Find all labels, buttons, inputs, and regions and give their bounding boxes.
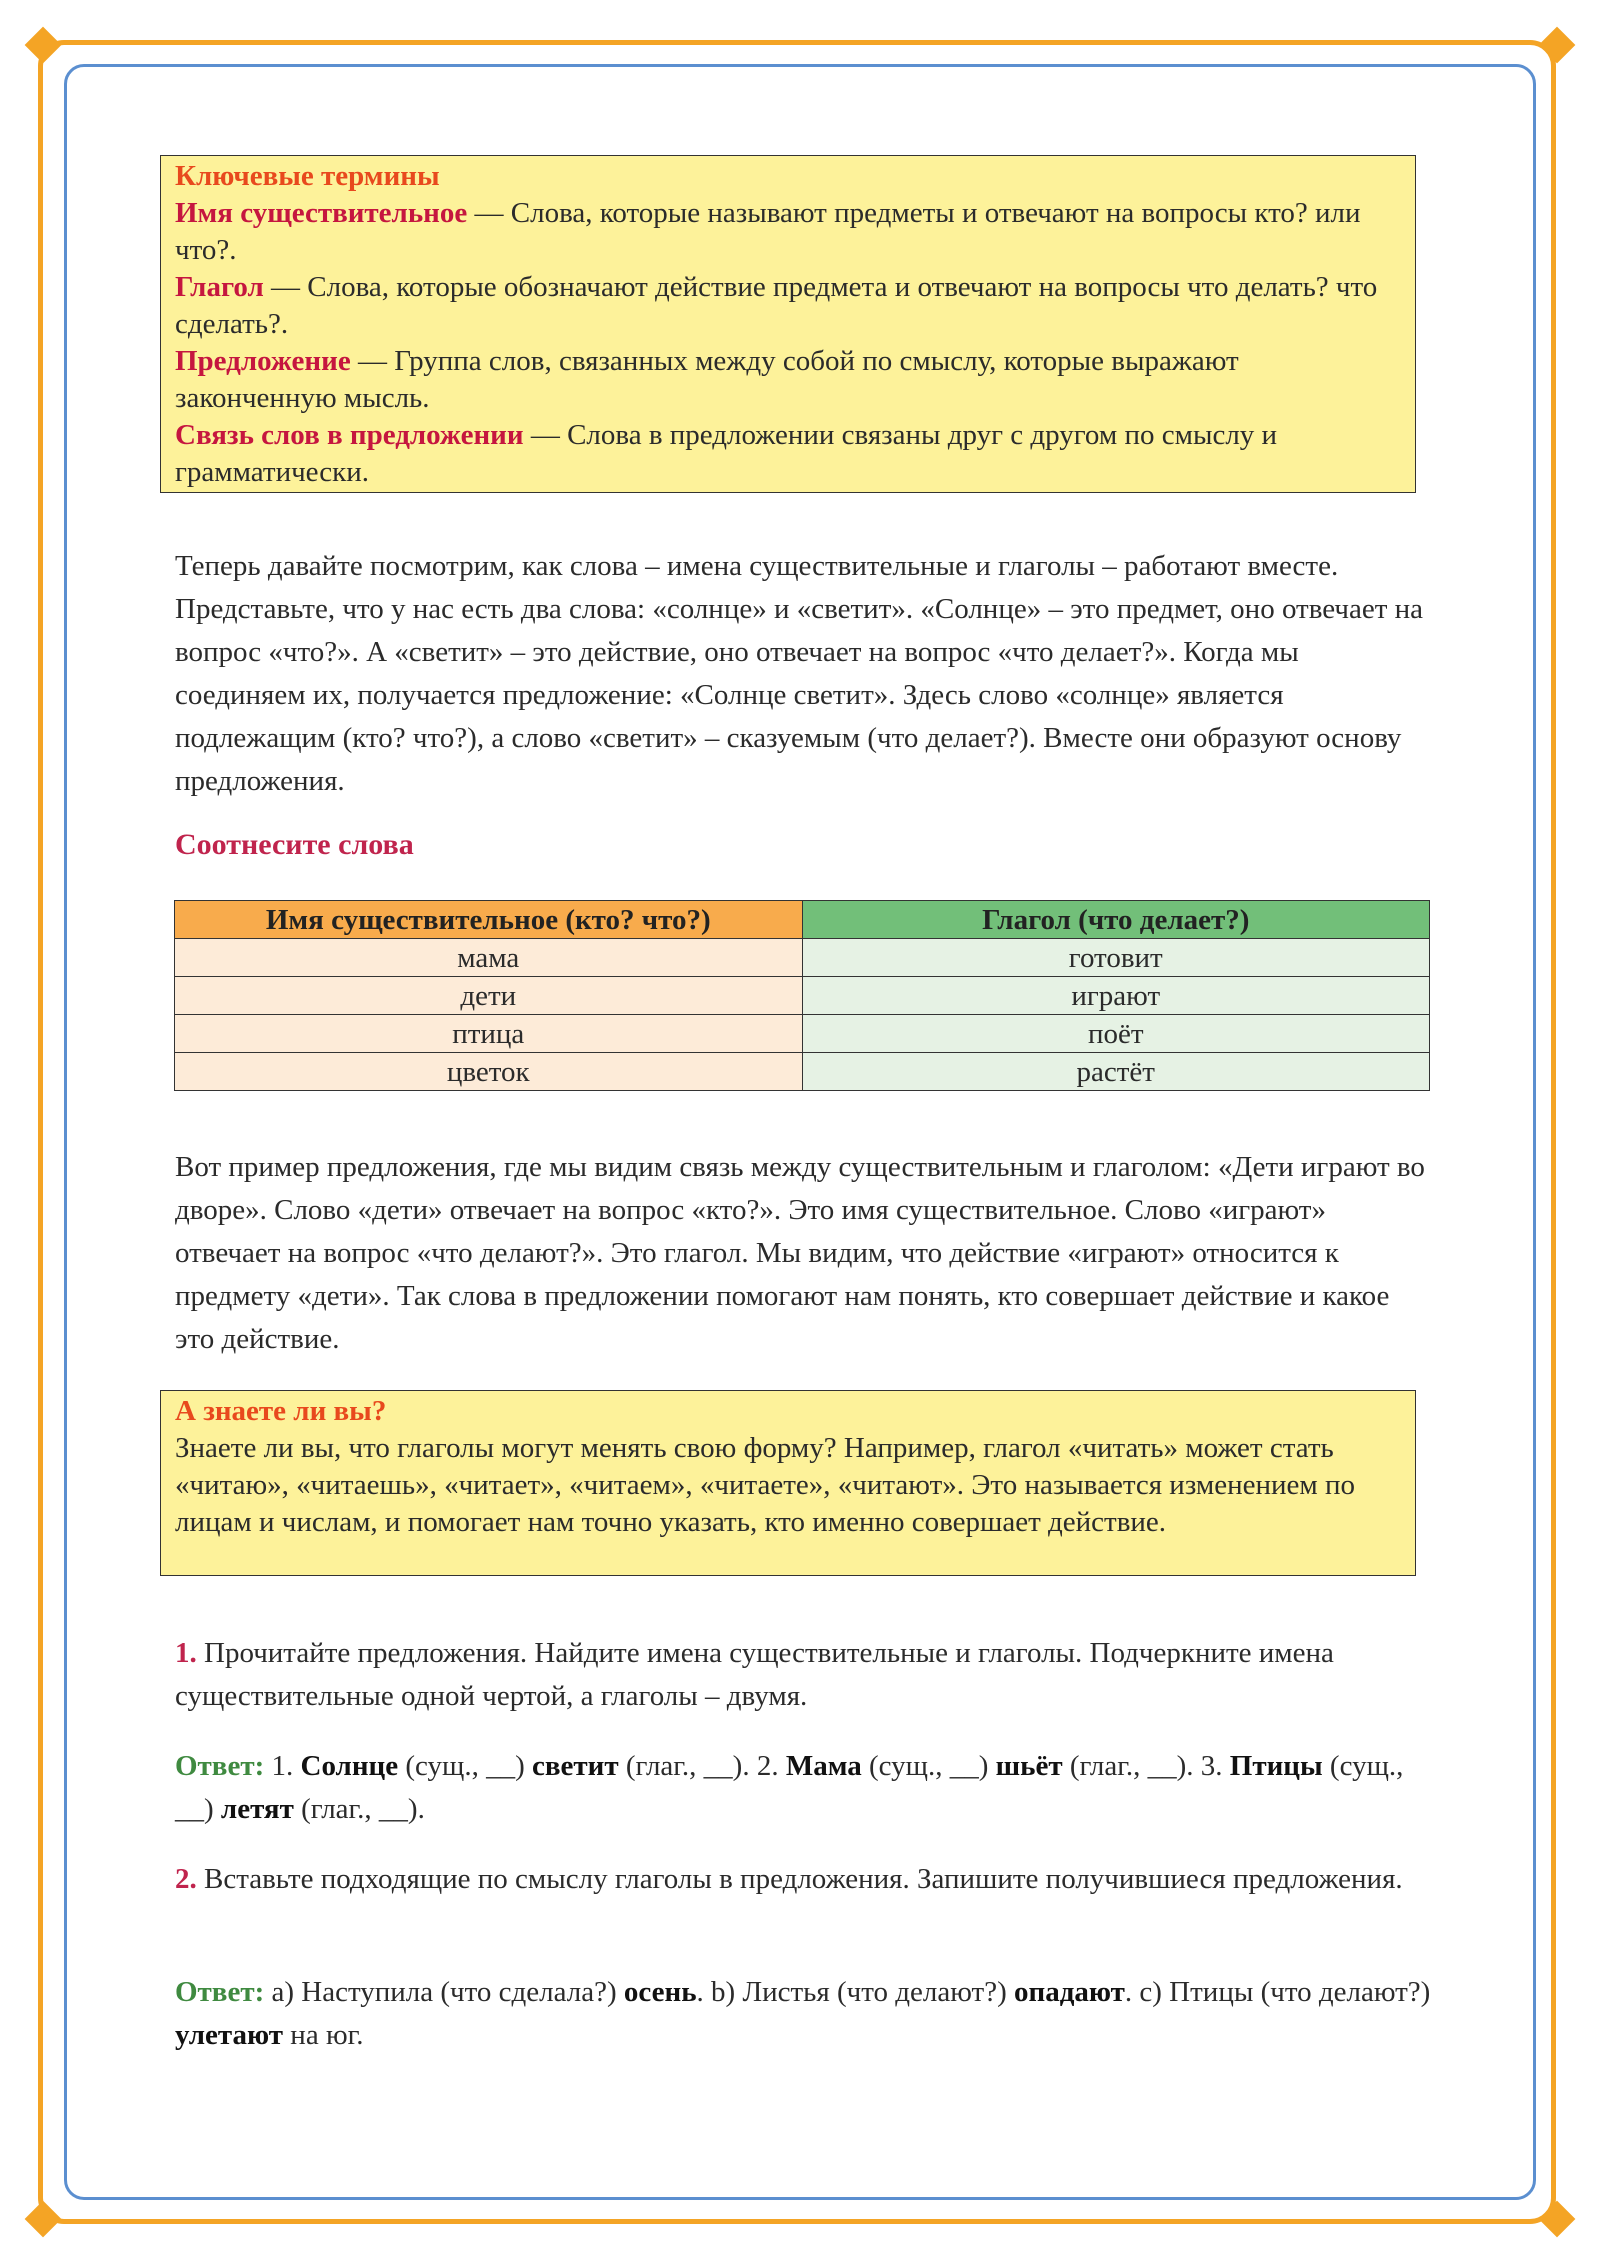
- term-entry: [175, 343, 1401, 417]
- answer-word: улетают: [175, 2019, 284, 2051]
- answer-text: (сущ., __): [175, 1750, 1404, 1825]
- term-label: Глагол: [175, 271, 264, 303]
- answer-text: (сущ., __): [861, 1750, 996, 1782]
- key-terms-box: [160, 155, 1416, 493]
- match-heading: Соотнесите слова: [175, 828, 414, 861]
- term-definition: — Слова в предложении связаны друг с другом по смыслу и грамматически.: [175, 419, 1278, 488]
- answer-text: на юг.: [283, 2019, 364, 2051]
- exercise-1-answer: [175, 1745, 1435, 1831]
- answer-text: . c) Птицы (что делают?): [1124, 1976, 1431, 2008]
- exercise-number: 1.: [175, 1637, 197, 1669]
- column-header-verb: Глагол (что делает?): [802, 901, 1430, 939]
- noun-cell: дети: [175, 977, 803, 1015]
- verb-cell: готовит: [802, 939, 1430, 977]
- answer-noun: Солнце: [300, 1750, 399, 1782]
- term-label: Предложение: [175, 345, 351, 377]
- term-entry: [175, 269, 1401, 343]
- example-paragraph: Вот пример предложения, где мы видим связь между существительным и глаголом: «Дети играют во дворе». Слово «дети» отвечает на вопрос «кто?». Это имя существительное. Слово «играют» отвечает на вопрос «что делают?». Это глагол. Мы видим, что действие «играют» относится к предмету «дети». Так слова в предложении помогают нам понять, кто совершает действие и какое это действие.: [175, 1151, 1425, 1355]
- exercise-number: 2.: [175, 1863, 197, 1895]
- answer-verb: шьёт: [995, 1750, 1063, 1782]
- noun-cell: птица: [175, 1015, 803, 1053]
- exercise-text: Вставьте подходящие по смыслу глаголы в предложения. Запишите получившиеся предложения.: [196, 1863, 1403, 1895]
- answer-text: (глаг., __). 2.: [618, 1750, 786, 1782]
- answer-text: (сущ., __): [398, 1750, 533, 1782]
- did-you-know-title: А знаете ли вы?: [175, 1395, 387, 1427]
- answer-word: осень: [623, 1976, 697, 2008]
- table-row: [175, 977, 1430, 1015]
- match-table: [174, 900, 1430, 1091]
- answer-noun: Птицы: [1229, 1750, 1323, 1782]
- answer-text: (глаг., __).: [293, 1793, 425, 1825]
- answer-text: . b) Листья (что делают?): [696, 1976, 1014, 2008]
- answer-noun: Мама: [785, 1750, 862, 1782]
- term-entry: [175, 195, 1401, 269]
- table-row: [175, 1053, 1430, 1091]
- answer-label: Ответ:: [175, 1976, 265, 2008]
- answer-verb: летят: [220, 1793, 294, 1825]
- table-header-row: [175, 901, 1430, 939]
- intro-paragraph: Теперь давайте посмотрим, как слова – имена существительные и глаголы – работают вместе. Представьте, что у нас есть два слова: «солнце» и «светит». «Солнце» – это предмет, оно отвечает на вопрос «что?». А «светит» – это действие, оно отвечает на вопрос «что делает?». Когда мы соединяем их, получается предложение: «Солнце светит». Здесь слово «солнце» является подлежащим (кто? что?), а слово «светит» – сказуемым (что делает?). Вместе они образуют основу предложения.: [175, 550, 1424, 797]
- table-row: [175, 1015, 1430, 1053]
- verb-cell: поёт: [802, 1015, 1430, 1053]
- exercise-text: Прочитайте предложения. Найдите имена существительные и глаголы. Подчеркните имена существительные одной чертой, а глаголы – двумя.: [175, 1637, 1334, 1712]
- did-you-know-box: [160, 1390, 1416, 1576]
- exercise-2: [175, 1858, 1435, 1901]
- term-entry: [175, 417, 1401, 491]
- answer-text: а) Наступила (что сделала?): [264, 1976, 624, 2008]
- answer-text: 1.: [264, 1750, 301, 1782]
- answer-label: Ответ:: [175, 1750, 265, 1782]
- noun-cell: мама: [175, 939, 803, 977]
- term-definition: — Слова, которые называют предметы и отвечают на вопросы кто? или что?.: [175, 197, 1361, 266]
- answer-verb: светит: [532, 1750, 619, 1782]
- did-you-know-text: Знаете ли вы, что глаголы могут менять свою форму? Например, глагол «читать» может стать «читаю», «читаешь», «читает», «читаем», «читаете», «читают». Это называется изменением по лицам и числам, и помогает нам точно указать, кто именно совершает действие.: [175, 1432, 1356, 1538]
- column-header-noun: Имя существительное (кто? что?): [175, 901, 803, 939]
- term-label: Имя существительное: [175, 197, 468, 229]
- term-label: Связь слов в предложении: [175, 419, 524, 451]
- verb-cell: растёт: [802, 1053, 1430, 1091]
- key-terms-title: Ключевые термины: [175, 160, 440, 192]
- exercise-2-answer: [175, 1971, 1435, 2057]
- term-definition: — Слова, которые обозначают действие предмета и отвечают на вопросы что делать? что сделать?.: [175, 271, 1378, 340]
- verb-cell: играют: [802, 977, 1430, 1015]
- exercise-1: [175, 1632, 1435, 1718]
- answer-word: опадают: [1014, 1976, 1125, 2008]
- table-row: [175, 939, 1430, 977]
- noun-cell: цветок: [175, 1053, 803, 1091]
- term-definition: — Группа слов, связанных между собой по смыслу, которые выражают законченную мысль.: [175, 345, 1239, 414]
- answer-text: (глаг., __). 3.: [1062, 1750, 1230, 1782]
